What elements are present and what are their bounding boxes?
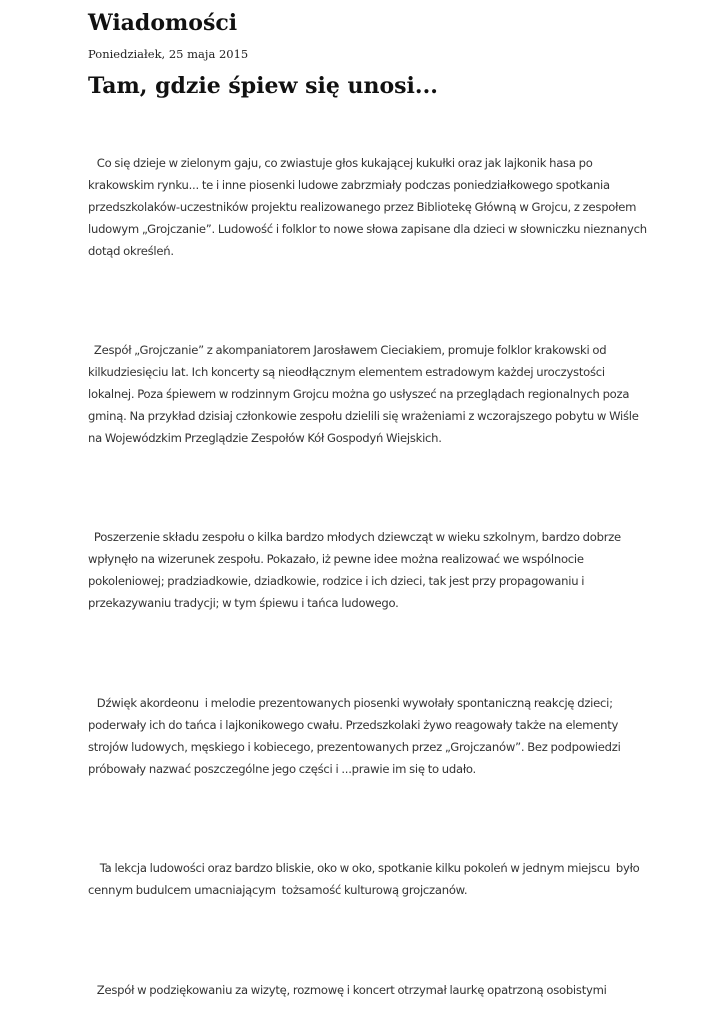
- article-paragraph: Co się dzieje w zielonym gaju, co zwiastuje głos kukającej kukułki oraz jak lajkonik hasa po krakowskim rynku... te i inne piosenki ludowe zabrzmiały podczas poniedziałkowego spotkania przedszkolaków-uczestników projektu realizowanego przez Bibliotekę Główną w Grojcu, z zespołem ludowym „Grojczanie”. Ludowość i folklor to nowe słowa zapisane dla dzieci w słowniczku nieznanych dotąd określeń.: [88, 156, 647, 258]
- article-paragraph: Poszerzenie składu zespołu o kilka bardzo młodych dziewcząt w wieku szkolnym, bardzo dobrze wpłynęło na wizerunek zespołu. Pokazało, iż pewne idee można realizować we wspólnocie pokoleniowej; pradziadkowie, dziadkowie, rodzice i ich dzieci, tak jest przy propagowaniu i przekazywaniu tradycji; w tym śpiewu i tańca ludowego.: [88, 530, 621, 610]
- article-paragraph: Ta lekcja ludowości oraz bardzo bliskie, oko w oko, spotkanie kilku pokoleń w jednym miejscu było cennym budulcem umacniającym tożsamość kulturową grojczanów.: [88, 861, 640, 897]
- article-date: Poniedziałek, 25 maja 2015: [88, 47, 249, 61]
- article-paragraph: Dźwięk akordeonu i melodie prezentowanych piosenki wywołały spontaniczną reakcję dzieci; poderwały ich do tańca i lajkonikowego cwału. Przedszkolaki żywo reagowały także na elementy strojów ludowych, męskiego i kobiecego, prezentowanych przez „Grojczanów”. Bez podpowiedzi próbowały nazwać poszczególne jego części i ...prawie im się to udało.: [88, 696, 621, 776]
- article-headline: Tam, gdzie śpiew się unosi...: [88, 73, 438, 99]
- article-paragraph: Zespół „Grojczanie” z akompaniatorem Jarosławem Cieciakiem, promuje folklor krakowski od kilkudziesięciu lat. Ich koncerty są nieodłącznym elementem estradowym każdej uroczystości lokalnej. Poza śpiewem w rodzinnym Grojcu można go usłyszeć na przeglądach regionalnych poza gminą. Na przykład dzisiaj członkowie zespołu dzielili się wrażeniami z wczorajszego pobytu w Wiśle na Wojewódzkim Przeglądzie Zespołów Kół Gospodyń Wiejskich.: [88, 343, 639, 445]
- article-paragraph: Zespół w podziękowaniu za wizytę, rozmowę i koncert otrzymał laurkę opatrzoną osobistymi: [88, 983, 607, 997]
- section-title: Wiadomości: [88, 10, 238, 36]
